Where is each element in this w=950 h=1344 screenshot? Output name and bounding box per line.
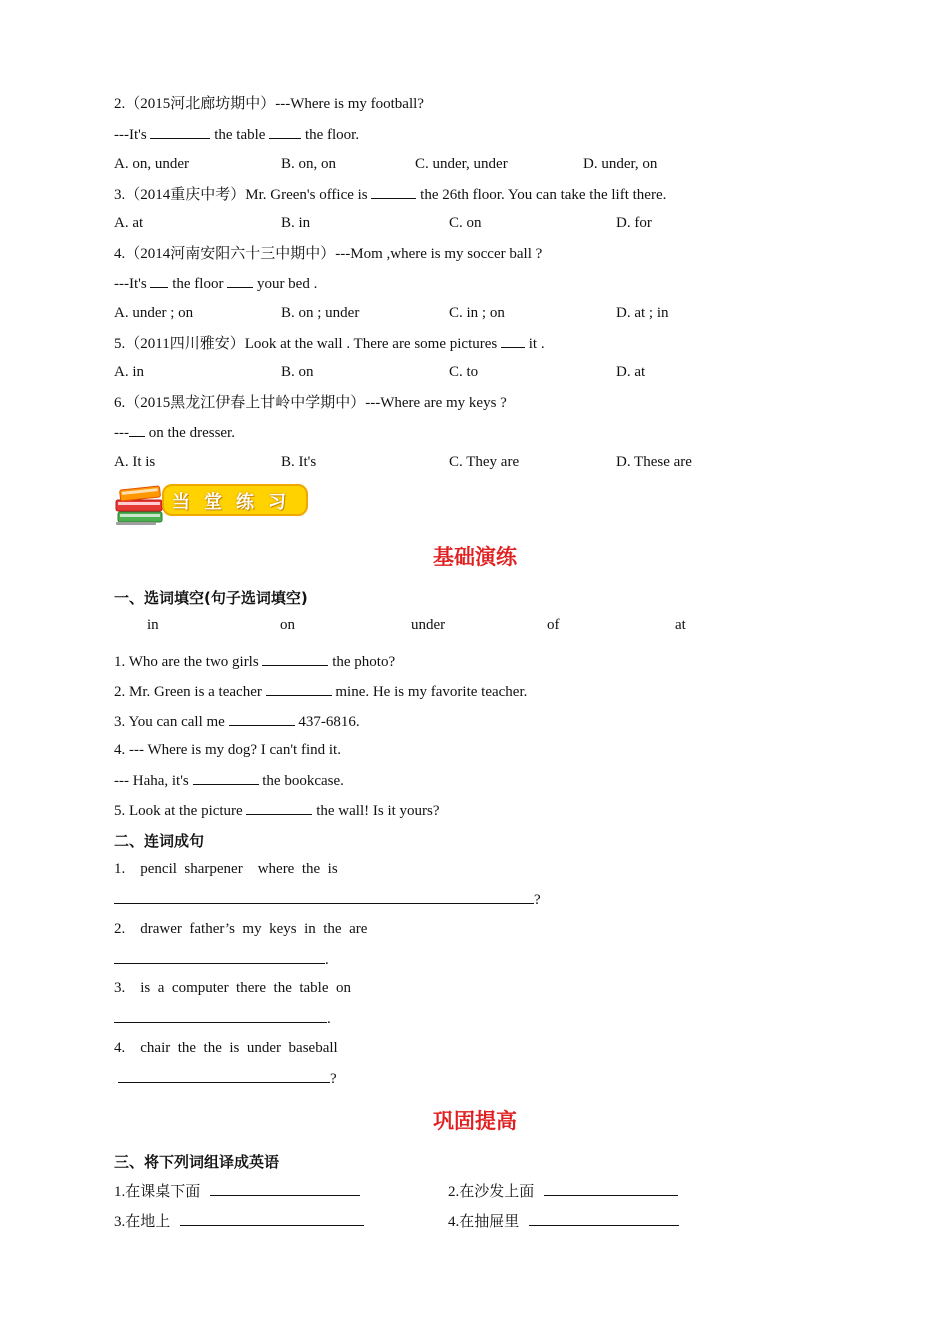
blank[interactable] — [227, 274, 253, 288]
option-b[interactable]: B. on ; under — [281, 305, 360, 321]
blank[interactable] — [150, 274, 168, 288]
word-bank-item: at — [675, 617, 686, 633]
option-a[interactable]: A. in — [114, 364, 144, 380]
option-a[interactable]: A. It is — [114, 454, 156, 470]
question-3-stem: 3.（2014重庆中考）Mr. Green's office is the 26th floor. You can take the lift there. — [114, 187, 667, 203]
blank[interactable] — [246, 801, 312, 815]
blank[interactable] — [210, 1182, 360, 1196]
question-2-answer: ---It's the table the floor. — [114, 127, 360, 143]
blank[interactable] — [544, 1182, 678, 1196]
blank[interactable] — [269, 125, 301, 139]
translate-item-4: 4.在抽屉里 — [448, 1212, 679, 1231]
blank[interactable] — [501, 334, 525, 348]
blank[interactable] — [118, 1069, 330, 1083]
answer-line-1: ? — [114, 890, 541, 909]
option-b[interactable]: B. on, on — [281, 156, 337, 172]
answer-line-3: . — [114, 1009, 331, 1028]
option-d[interactable]: D. These are — [616, 454, 692, 470]
part-2-heading: 二、连词成句 — [114, 832, 205, 850]
fill-sentence-5: 5. Look at the picture the wall! Is it yours? — [114, 803, 440, 819]
section-title-improve: 巩固提高 — [433, 1109, 517, 1133]
translate-item-1: 1.在课桌下面 — [114, 1182, 360, 1201]
translate-item-3: 3.在地上 — [114, 1212, 364, 1231]
blank[interactable] — [114, 890, 534, 904]
fill-sentence-4-reply: --- Haha, it's the bookcase. — [114, 773, 344, 789]
word-bank-item: in — [147, 617, 159, 633]
question-5-stem: 5.（2011四川雅安）Look at the wall . There are some pictures it . — [114, 336, 545, 352]
blank[interactable] — [371, 185, 416, 199]
fill-sentence-3: 3. You can call me 437-6816. — [114, 714, 360, 730]
fill-sentence-2: 2. Mr. Green is a teacher mine. He is my favorite teacher. — [114, 684, 528, 700]
question-6-answer: --- on the dresser. — [114, 425, 235, 441]
option-a[interactable]: A. on, under — [114, 156, 189, 172]
fill-sentence-1: 1. Who are the two girls the photo? — [114, 654, 396, 670]
scrambled-words-1: 1. pencil sharpener where the is — [114, 861, 338, 877]
option-c[interactable]: C. to — [449, 364, 479, 380]
option-b[interactable]: B. It's — [281, 454, 317, 470]
question-4-stem: 4.（2014河南安阳六十三中期中）---Mom ,where is my soccer ball ? — [114, 246, 543, 262]
option-d[interactable]: D. at — [616, 364, 646, 380]
option-d[interactable]: D. at ; in — [616, 305, 669, 321]
blank[interactable] — [114, 1009, 327, 1023]
option-c[interactable]: C. under, under — [415, 156, 508, 172]
scrambled-words-3: 3. is a computer there the table on — [114, 980, 352, 996]
question-6-stem: 6.（2015黑龙江伊春上甘岭中学期中）---Where are my keys ? — [114, 395, 507, 411]
option-c[interactable]: C. on — [449, 215, 482, 231]
option-a[interactable]: A. at — [114, 215, 144, 231]
blank[interactable] — [229, 712, 295, 726]
option-b[interactable]: B. in — [281, 215, 311, 231]
option-d[interactable]: D. under, on — [583, 156, 658, 172]
blank[interactable] — [129, 423, 145, 437]
option-a[interactable]: A. under ; on — [114, 305, 194, 321]
section-title-basic: 基础演练 — [433, 545, 517, 569]
translate-item-2: 2.在沙发上面 — [448, 1182, 678, 1201]
option-b[interactable]: B. on — [281, 364, 314, 380]
option-c[interactable]: C. in ; on — [449, 305, 505, 321]
practice-banner — [114, 478, 310, 526]
word-bank-item: of — [547, 617, 560, 633]
scrambled-words-2: 2. drawer father’s my keys in the are — [114, 921, 368, 937]
blank[interactable] — [114, 950, 325, 964]
blank[interactable] — [150, 125, 210, 139]
part-3-heading: 三、将下列词组译成英语 — [114, 1153, 280, 1171]
blank[interactable] — [262, 652, 328, 666]
blank[interactable] — [180, 1212, 364, 1226]
part-1-heading: 一、选词填空(句子选词填空) — [114, 589, 308, 607]
word-bank-item: on — [280, 617, 295, 633]
option-d[interactable]: D. for — [616, 215, 652, 231]
question-2-stem: 2.（2015河北廊坊期中）---Where is my football? — [114, 96, 424, 112]
answer-line-2: . — [114, 950, 329, 969]
blank[interactable] — [529, 1212, 679, 1226]
word-bank-item: under — [411, 617, 446, 633]
option-c[interactable]: C. They are — [449, 454, 520, 470]
blank[interactable] — [193, 771, 259, 785]
answer-line-4: ? — [118, 1069, 337, 1088]
fill-sentence-4: 4. --- Where is my dog? I can't find it. — [114, 742, 341, 758]
banner-text: 当堂练习 — [172, 492, 300, 513]
blank[interactable] — [266, 682, 332, 696]
scrambled-words-4: 4. chair the the is under baseball — [114, 1040, 338, 1056]
question-4-answer: ---It's the floor your bed . — [114, 276, 318, 292]
